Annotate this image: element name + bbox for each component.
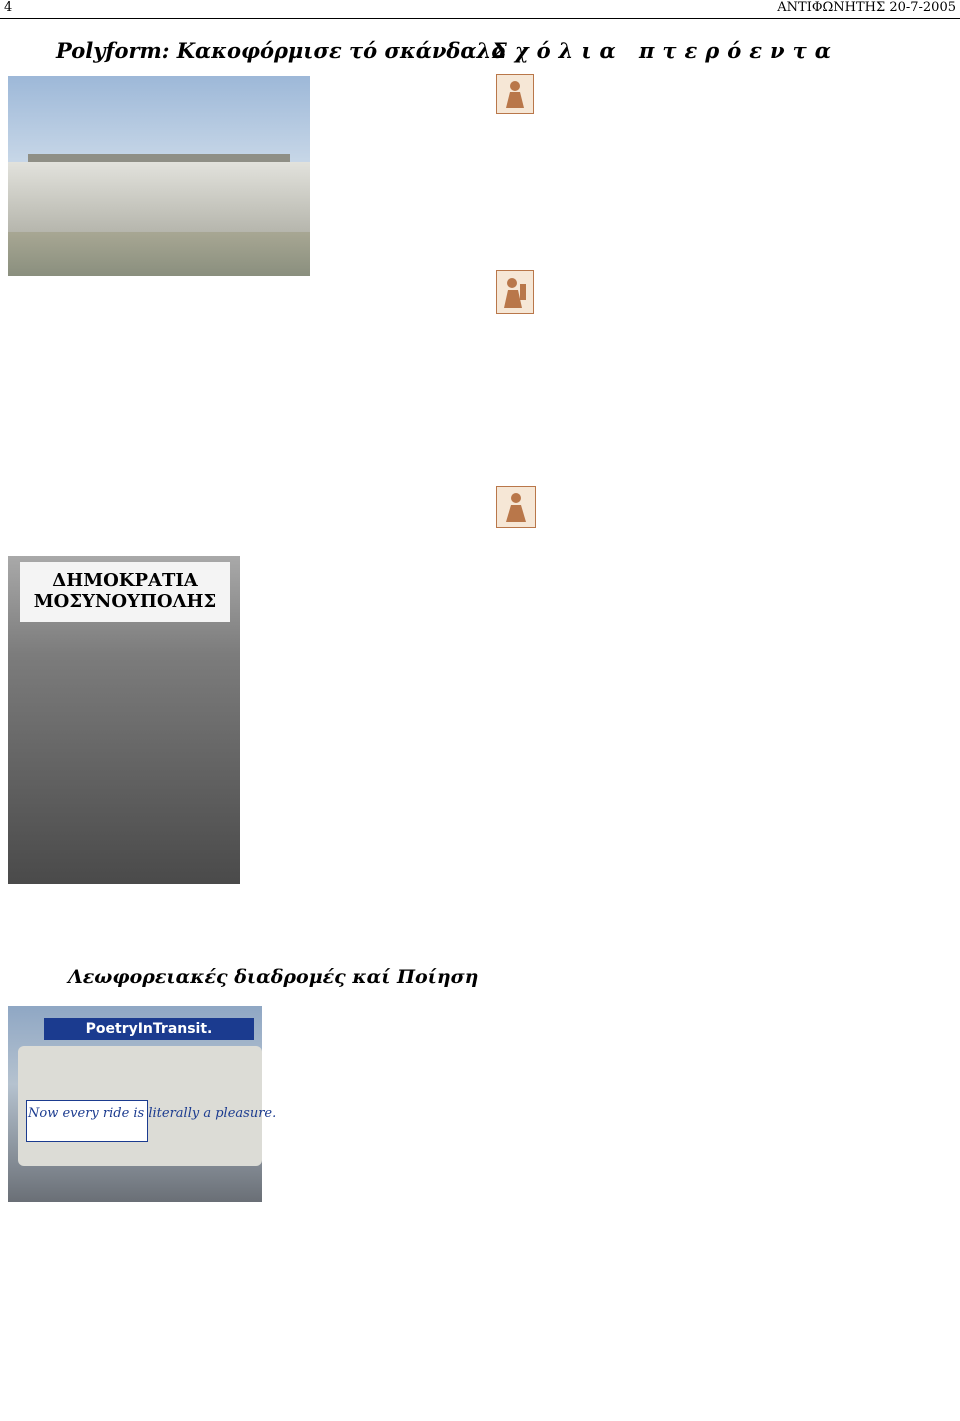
crowd-sign-line-1: ΔΗΜΟΚΡΑΤΙΑ bbox=[52, 570, 198, 592]
poetry-body-right bbox=[272, 1006, 478, 1416]
poetry-caption bbox=[8, 1208, 262, 1414]
polyform-body-left bbox=[8, 284, 240, 536]
crowd-photo bbox=[8, 556, 240, 884]
democracy-body-bottom bbox=[8, 886, 240, 946]
polyform-headline: Polyform: Κακοφόρμισε τό σκάνδαλο bbox=[56, 38, 506, 63]
paper-info: ΑΝΤΙΦΩΝΗΤΗΣ 20-7-2005 bbox=[777, 0, 956, 15]
schole-headline: Σχόλια πτερόεντα bbox=[492, 38, 839, 63]
factory-building bbox=[8, 162, 310, 232]
democracy-body-right bbox=[246, 554, 474, 894]
crowd-sign-line-2: ΜΟΣΥΝΟΥΠΟΛΗΣ bbox=[33, 591, 217, 612]
bus-banner: PoetryInTransit. bbox=[44, 1018, 254, 1040]
poetry-headline: Λεωφορειακές διαδρομές καί Ποίηση bbox=[68, 966, 479, 988]
bus-photo bbox=[8, 1006, 277, 1202]
crowd-sign bbox=[20, 562, 230, 622]
schole-paragraph-3 bbox=[510, 486, 948, 690]
factory-photo bbox=[8, 76, 310, 276]
header-rule bbox=[0, 18, 960, 19]
page-number: 4 bbox=[4, 0, 13, 15]
polyform-body-right bbox=[332, 76, 474, 516]
schole-paragraph-1 bbox=[536, 76, 948, 254]
schole-paragraph-2 bbox=[510, 270, 948, 482]
bus-slogan: Now every ride is literally a pleasure. bbox=[28, 1106, 277, 1121]
figure-clipart-icon bbox=[496, 74, 534, 114]
